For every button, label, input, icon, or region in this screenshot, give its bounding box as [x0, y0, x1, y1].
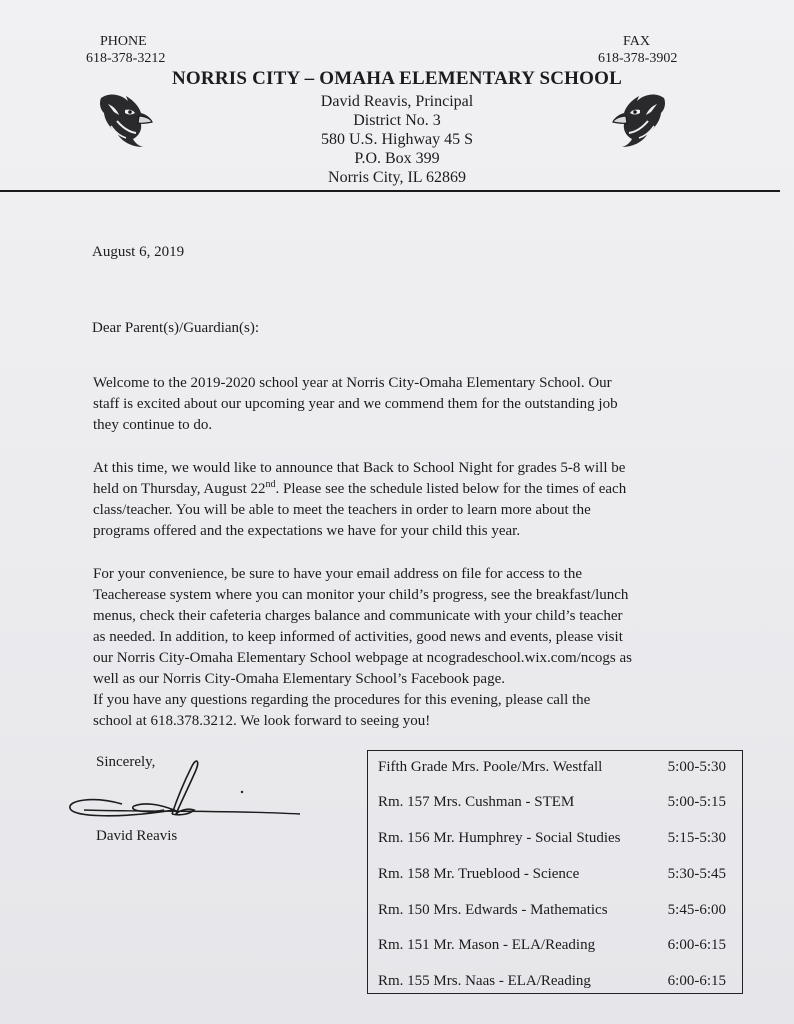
schedule-class: Rm. 156 Mr. Humphrey - Social Studies [378, 830, 621, 846]
phone-label: PHONE [100, 34, 147, 49]
schedule-row [378, 863, 732, 885]
schedule-time: 6:00-6:15 [667, 937, 726, 953]
schedule-class: Rm. 155 Mrs. Naas - ELA/Reading [378, 973, 591, 989]
paragraph-announcement [93, 458, 693, 542]
fax-number: 618-378-3902 [598, 51, 678, 66]
paragraph-convenience [93, 564, 693, 690]
text-continuation: . Please see the schedule listed below for the times of each [275, 481, 627, 497]
schedule-row [378, 827, 732, 849]
schedule-row [378, 970, 732, 992]
schedule-class: Fifth Grade Mrs. Poole/Mrs. Westfall [378, 759, 603, 775]
text-line [93, 479, 693, 500]
schedule-class: Rm. 150 Mrs. Edwards - Mathematics [378, 902, 608, 918]
city-line: Norris City, IL 62869 [328, 169, 466, 186]
text-line: If you have any questions regarding the procedures for this evening, please call the [93, 692, 591, 708]
redbird-mascot-icon [95, 88, 153, 148]
ordinal-suffix: nd [265, 479, 276, 490]
signature-icon [64, 752, 304, 832]
school-name: NORRIS CITY – OMAHA ELEMENTARY SCHOOL [172, 68, 622, 89]
redbird-mascot-icon [612, 88, 670, 148]
salutation: Dear Parent(s)/Guardian(s): [92, 320, 260, 336]
header-divider [0, 190, 780, 192]
text-line: programs offered and the expectations we have for your child this year. [93, 523, 521, 539]
schedule-time: 5:30-5:45 [667, 866, 726, 882]
street-line: 580 U.S. Highway 45 S [320, 131, 473, 148]
text-line: At this time, we would like to announce that Back to School Night for grades 5-8 will be [93, 460, 626, 476]
text-line: school at 618.378.3212. We look forward to seeing you! [93, 713, 431, 729]
schedule-row [378, 756, 732, 778]
schedule-time: 6:00-6:15 [667, 973, 726, 989]
closing: Sincerely, [96, 754, 156, 770]
schedule-row [378, 899, 732, 921]
po-box-line: P.O. Box 399 [354, 150, 440, 167]
text-line: Teacherease system where you can monitor your child’s progress, see the breakfast/lunch [93, 587, 629, 603]
schedule-time: 5:00-5:15 [667, 794, 726, 810]
text-line: they continue to do. [93, 417, 213, 433]
text-line: as needed. In addition, to keep informed of activities, good news and events, please visit [93, 629, 623, 645]
district-line: District No. 3 [353, 112, 441, 129]
schedule-time: 5:15-5:30 [667, 830, 726, 846]
text-line: well as our Norris City-Omaha Elementary School’s Facebook page. [93, 671, 505, 687]
text-line: For your convenience, be sure to have your email address on file for access to the [93, 566, 582, 582]
phone-number: 618-378-3212 [86, 51, 166, 66]
schedule-time: 5:00-5:30 [667, 759, 726, 775]
fax-label: FAX [623, 34, 650, 49]
schedule-class: Rm. 158 Mr. Trueblood - Science [378, 866, 580, 882]
paragraph-questions [93, 690, 693, 732]
letter-date: August 6, 2019 [92, 244, 185, 260]
schedule-class: Rm. 157 Mrs. Cushman - STEM [378, 794, 575, 810]
text-line: Welcome to the 2019-2020 school year at Norris City-Omaha Elementary School. Our [93, 375, 612, 391]
paragraph-welcome [93, 373, 693, 436]
text-line: staff is excited about our upcoming year and we commend them for the outstanding job [93, 396, 618, 412]
schedule-class: Rm. 151 Mr. Mason - ELA/Reading [378, 937, 596, 953]
principal-line: David Reavis, Principal [320, 93, 474, 110]
schedule-time: 5:45-6:00 [667, 902, 726, 918]
text-line: menus, check their cafeteria charges balance and communicate with your child’s teacher [93, 608, 623, 624]
schedule-row [378, 934, 732, 956]
text-line: our Norris City-Omaha Elementary School webpage at ncogradeschool.wix.com/ncogs as [93, 650, 633, 666]
signer-name: David Reavis [96, 828, 178, 844]
date-text: held on Thursday, August 22 [93, 481, 266, 497]
schedule-row [378, 791, 732, 813]
text-line: class/teacher. You will be able to meet the teachers in order to learn more about the [93, 502, 591, 518]
schedule-table [367, 750, 743, 994]
